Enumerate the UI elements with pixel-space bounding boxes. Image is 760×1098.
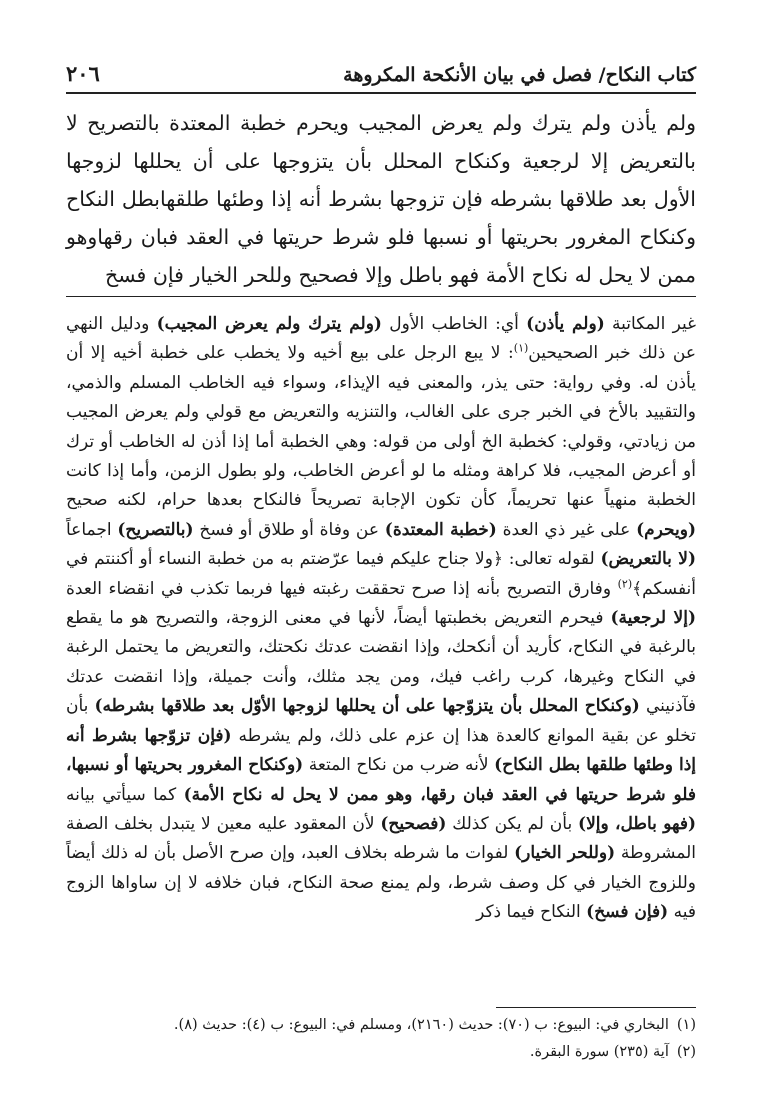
quoted-matn: (فإن تزوّجها بشرط أنه إذا وطئها طلقها بطل النكاح) [66, 725, 696, 776]
quoted-matn: (بالتصريح) [117, 519, 194, 540]
quoted-matn: (إلا لرجعية) [610, 608, 697, 629]
footnote-number: (٢) [676, 1044, 696, 1060]
footnote-text: البخاري في: البيوع: ب (٧٠): حديث (٢١٦٠)، ومسلم في: البيوع: ب (٤): حديث (٨). [173, 1017, 669, 1033]
footnote-1 [66, 1012, 696, 1039]
quoted-matn: (ولم يأذن) [526, 314, 605, 334]
commentary-text: فيحرم التعريض بخطبتها أيضاً، لأنها في معنى الزوجة، والتصريح هو ما يقطع بالرغبة في النكاح، كأريد أن أنكحك، وإذا انقضت عدتك نكحتك، والتعريض ما يحتمل الرغبة في النكاح وغيرها، كرب راغب فيك، ومن يجد مثلك، وأنت جميلة، وإذا انقضت عدتك فآذنيني [66, 608, 696, 717]
page-header [66, 56, 696, 94]
footnote-divider [496, 1007, 696, 1008]
main-text: ولم يأذن ولم يترك ولم يعرض المجيب ويحرم خطبة المعتدة بالتصريح لا بالتعريض إلا لرجعية وكنكاح المحلل بأن يتزوجها على أن يحللها لزوجها الأول بعد طلاقها بشرطه فإن تزوجها بشرط أنه إذا وطئها طلقهابطل النكاح وكنكاح المغرور بحريتها أو نسبها فلو شرط حريتها في العقد فبان رقهاوهو ممن لا يحل له نكاح الأمة فهو باطل وإلا فصحيح وللحر الخيار فإن فسخ [66, 111, 696, 287]
commentary-text: لفوات ما شرطه بخلاف العبد، وإن صرح الأصل بأن له ذلك أيضاً وللزوج الخيار في كل وصف شرط، ولم يمنع صحة النكاح، فبان خلافه لا إن ساواها الزوج فيه [66, 843, 696, 923]
footnote-ref-1[interactable]: (١) [513, 341, 529, 355]
quoted-matn: (لا بالتعريض) [600, 549, 697, 570]
commentary-text: : لا يبع الرجل على بيع أخيه ولا يخطب على خطبة أخيه إلا أن يأذن له. وفي رواية: حتى يذر، والمعنى فيه الإيذاء، وسواء فيه الخاطب المسلم والذمي، والتقييد بالأخ في الخبر جرى على الغالب، والتنزيه والتعريض مع قولي ولم يعرض المجيب من زيادتي، وقولي: كخطبة الخ أولى من قوله: وهي الخطبة أما إذا أذن له الخاطب أو ترك أو أعرض المجيب، فلا كراهة ومثله ما لو أعرض الخاطب، ولو بطول الزمن، وأما إذا كانت الخطبة منهياً عنها تحريماً، كأن تكون الإجابة تصريحاً فالنكاح بعدها حرام، لكنه صحيح [66, 343, 696, 511]
commentary-text: النكاح فيما ذكر [476, 902, 587, 923]
commentary-text: أي: الخاطب الأول [381, 314, 527, 334]
commentary-text: لأن المعقود عليه معين لا يتبدل بخلف الصفة المشروطة [66, 813, 696, 864]
commentary-text: بأن تخلو عن بقية الموانع كالعدة هذا إن عزم على ذلك، ولم يشرطه [66, 696, 696, 746]
footnotes [66, 1012, 696, 1066]
quoted-matn: (ويحرم) [636, 519, 696, 540]
main-text-divider [66, 296, 696, 297]
commentary-text: وفارق التصريح بأنه إذا صرح تحققت رغبته فيها فربما تكذب في انقضاء العدة [66, 578, 618, 599]
quoted-matn: (فإن فسخ) [586, 902, 669, 923]
footnote-2 [66, 1039, 696, 1066]
quoted-matn: (ولم يترك ولم يعرض المجيب) [156, 314, 382, 334]
quoted-matn: (وللحر الخيار) [514, 843, 616, 864]
footnote-number: (١) [676, 1017, 696, 1033]
commentary-paragraph [66, 310, 696, 928]
main-text-block [66, 104, 696, 294]
commentary-text: ودليل النهي عن ذلك خبر الصحيحين [66, 314, 696, 364]
quoted-matn: (خطبة المعتدة) [384, 519, 497, 540]
commentary-text: لقوله تعالى: ﴿ولا جناح عليكم فيما عرّضتم به من خطبة النساء أو أكننتم في أنفسكم﴾ [66, 549, 696, 599]
quoted-matn: (وكنكاح المحلل بأن يتزوّجها على أن يحللها لزوجها الأوّل بعد طلاقها بشرطه) [94, 696, 640, 717]
commentary-block [66, 310, 696, 928]
commentary-text: غير المكاتبة [604, 314, 697, 334]
footnote-ref-2[interactable]: (٢) [617, 577, 633, 590]
commentary-text: على غير ذي العدة [496, 519, 637, 540]
page-number: ٢٠٦ [66, 61, 100, 86]
commentary-text: اجماعاً [66, 519, 118, 540]
quoted-matn: (فهو باطل، وإلا) [578, 813, 696, 834]
commentary-text: عن وفاة أو طلاق أو فسخ [193, 519, 385, 540]
quoted-matn: (فصحيح) [380, 813, 447, 834]
commentary-text: لأنه ضرب من نكاح المتعة [303, 755, 495, 776]
quoted-matn: (وكنكاح المغرور بحريتها أو نسبها، فلو شرط حريتها في العقد فبان رقها، وهو ممن لا يحل له نكاح الأمة) [66, 755, 697, 805]
running-title: كتاب النكاح/ فصل في بيان الأنكحة المكروهة [343, 64, 696, 86]
footnote-text: آية (٢٣٥) سورة البقرة. [529, 1044, 669, 1060]
commentary-text: بأن لم يكن كذلك [446, 813, 579, 834]
commentary-text: كما سيأتي بيانه [66, 784, 184, 805]
